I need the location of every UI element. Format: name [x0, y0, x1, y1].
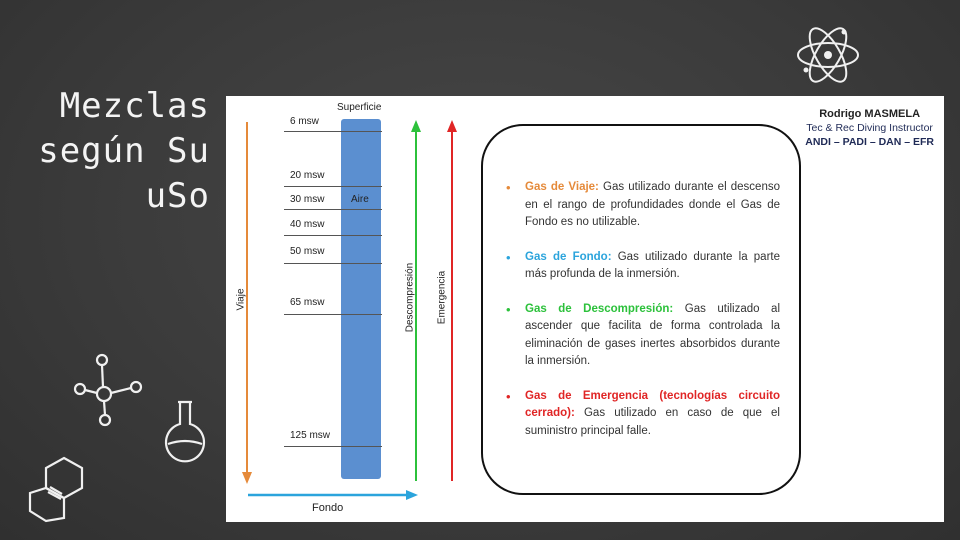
- definition-item: [506, 249, 780, 284]
- surface-label: Superficie: [337, 102, 382, 113]
- title-line: Mezclas: [59, 86, 210, 126]
- deco-arrowhead: [411, 120, 421, 132]
- definition-text: Gas utilizado durante el descenso en el rango de profundidades donde el Gas de Fondo es no utilizable.: [525, 181, 780, 228]
- depth-label: 125 msw: [290, 430, 331, 441]
- author-role: Tec & Rec Diving Instructor: [806, 122, 933, 134]
- title-line: según Su: [38, 131, 210, 171]
- depth-label: 30 msw: [290, 194, 325, 205]
- definition-term: Gas de Emergencia (tecnologías circuito cerrado):: [525, 389, 780, 419]
- depth-label: 65 msw: [290, 297, 325, 308]
- flask-icon: [160, 398, 210, 468]
- definition-text: Gas utilizado al ascender que facilita de forma controlada la eliminación de gases inertes absorbidos durante la inmersión.: [525, 302, 780, 367]
- molecule-icon: [72, 352, 148, 428]
- bullet: •: [506, 180, 511, 195]
- bottom-axis-label: Fondo: [312, 502, 344, 514]
- slide-title: [20, 84, 210, 219]
- definition-text: Gas utilizado durante la parte más profunda de la inmersión.: [525, 250, 781, 280]
- definitions-list: [506, 179, 780, 457]
- bullet: •: [506, 301, 511, 317]
- definition-term: Gas de Viaje:: [525, 181, 599, 193]
- bullet: •: [506, 388, 511, 404]
- benzene-ring-icon: [26, 455, 88, 525]
- gas-label: Aire: [351, 194, 369, 205]
- depth-label: 50 msw: [290, 246, 325, 257]
- author-credit: [805, 108, 934, 148]
- emergency-axis-label: Emergencia: [436, 270, 448, 325]
- bottom-arrowhead: [406, 490, 418, 500]
- content-panel: [226, 96, 944, 522]
- bullet: •: [506, 249, 511, 265]
- author-name: Rodrigo MASMELA: [819, 108, 921, 120]
- title-line: uSo: [145, 176, 210, 216]
- travel-axis-label: Viaje: [235, 288, 247, 311]
- depth-label: 6 msw: [290, 116, 319, 127]
- definition-term: Gas de Fondo:: [525, 250, 612, 263]
- depth-label: 40 msw: [290, 219, 325, 230]
- deco-axis-label: Descompresión: [404, 262, 416, 333]
- travel-arrowhead: [242, 472, 252, 484]
- definition-term: Gas de Descompresión:: [525, 302, 674, 315]
- depth-label: 20 msw: [290, 170, 325, 181]
- definition-item: [506, 301, 780, 371]
- atom-icon: [792, 20, 864, 90]
- definition-item: [506, 388, 780, 441]
- author-organizations: ANDI – PADI – DAN – EFR: [805, 136, 934, 148]
- definition-item: [506, 179, 780, 232]
- emergency-arrowhead: [447, 120, 457, 132]
- definitions-box: [481, 124, 801, 495]
- definition-text: Gas utilizado en caso de que el suministro principal falle.: [525, 407, 780, 437]
